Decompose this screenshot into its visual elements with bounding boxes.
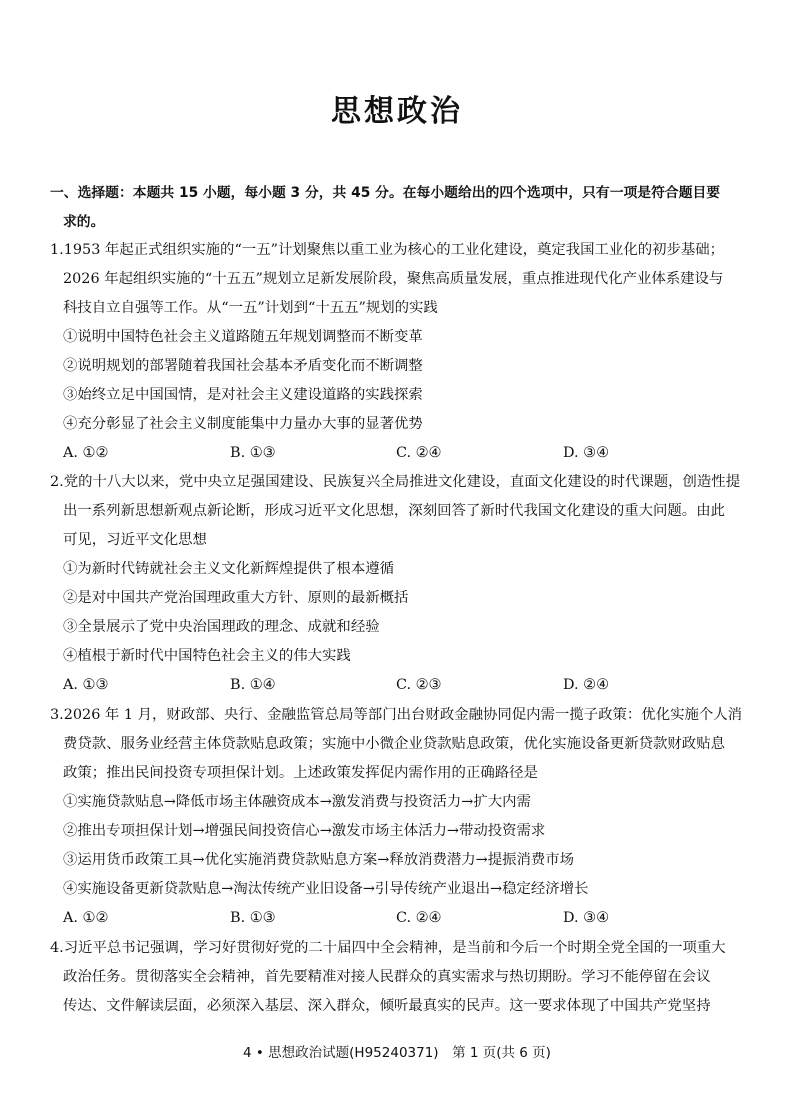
statement-4: ④实施设备更新贷款贴息→淘汰传统产业旧设备→引导传统产业退出→稳定经济增长 — [63, 881, 589, 897]
choice-a: A. ①③ — [63, 677, 109, 693]
choice-c: C. ②④ — [396, 445, 442, 461]
question-text: 传达、文件解读层面，必须深入基层、深入群众，倾听最真实的民声。这一要求体现了中国共产党坚持 — [63, 998, 711, 1014]
statement-2: ②推出专项担保计划→增强民间投资信心→激发市场主体活力→带动投资需求 — [63, 823, 546, 839]
choice-d: D. ②④ — [563, 677, 609, 693]
statement-1: ①说明中国特色社会主义道路随五年规划调整而不断变革 — [63, 329, 423, 345]
choice-c: C. ②④ — [396, 910, 442, 926]
choice-c: C. ②③ — [396, 677, 442, 693]
statement-2: ②说明规划的部署随着我国社会基本矛盾变化而不断调整 — [63, 358, 423, 374]
page-footer: 4 • 思想政治试题(H95240371) 第 1 页(共 6 页) — [243, 1045, 551, 1061]
choice-b: B. ①④ — [230, 677, 276, 693]
statement-4: ④充分彰显了社会主义制度能集中力量办大事的显著优势 — [63, 416, 423, 432]
choice-d: D. ③④ — [563, 445, 609, 461]
question-text: 可见，习近平文化思想 — [63, 532, 207, 548]
question-text: 政治任务。贯彻落实全会精神，首先要精准对接人民群众的真实需求与热切期盼。学习不能停留在会议 — [63, 969, 711, 985]
question-text: 费贷款、服务业经营主体贷款贴息政策；实施中小微企业贷款贴息政策，优化实施设备更新贷款财政贴息 — [63, 736, 725, 752]
question-text: 3.2026 年 1 月，财政部、央行、金融监管总局等部门出台财政金融协同促内需一揽子政策：优化实施个人消 — [50, 707, 743, 723]
choice-a: A. ①② — [63, 910, 109, 926]
choice-a: A. ①② — [63, 445, 109, 461]
statement-2: ②是对中国共产党治国理政重大方针、原则的最新概括 — [63, 590, 409, 606]
statement-3: ③始终立足中国国情，是对社会主义建设道路的实践探索 — [63, 387, 423, 403]
question-text: 政策；推出民间投资专项担保计划。上述政策发挥促内需作用的正确路径是 — [63, 765, 538, 781]
page-title: 思想政治 — [331, 94, 463, 129]
statement-1: ①为新时代铸就社会主义文化新辉煌提供了根本遵循 — [63, 561, 394, 577]
question-text: 2026 年起组织实施的“十五五”规划立足新发展阶段，聚焦高质量发展，重点推进现代化产业体系建设与 — [63, 271, 724, 287]
question-text: 科技自立自强等工作。从“一五”计划到“十五五”规划的实践 — [63, 300, 438, 316]
statement-4: ④植根于新时代中国特色社会主义的伟大实践 — [63, 648, 351, 664]
section-heading-cont: 求的。 — [63, 214, 105, 230]
choice-b: B. ①③ — [230, 445, 276, 461]
statement-1: ①实施贷款贴息→降低市场主体融资成本→激发消费与投资活力→扩大内需 — [63, 794, 531, 810]
question-text: 出一系列新思想新观点新论断，形成习近平文化思想，深刻回答了新时代我国文化建设的重大问题。由此 — [63, 503, 725, 519]
section-heading: 一、选择题：本题共 15 小题，每小题 3 分，共 45 分。在每小题给出的四个选项中，只有一项是符合题目要 — [50, 185, 721, 201]
statement-3: ③全景展示了党中央治国理政的理念、成就和经验 — [63, 619, 380, 635]
question-text: 4.习近平总书记强调，学习好贯彻好党的二十届四中全会精神，是当前和今后一个时期全党全国的一项重大 — [50, 940, 726, 956]
question-text: 1.1953 年起正式组织实施的“一五”计划聚焦以重工业为核心的工业化建设，奠定我国工业化的初步基础； — [50, 242, 725, 258]
choice-b: B. ①③ — [230, 910, 276, 926]
choice-d: D. ③④ — [563, 910, 609, 926]
question-text: 2.党的十八大以来，党中央立足强国建设、民族复兴全局推进文化建设，直面文化建设的时代课题，创造性提 — [50, 474, 741, 490]
statement-3: ③运用货币政策工具→优化实施消费贷款贴息方案→释放消费潜力→提振消费市场 — [63, 852, 575, 868]
